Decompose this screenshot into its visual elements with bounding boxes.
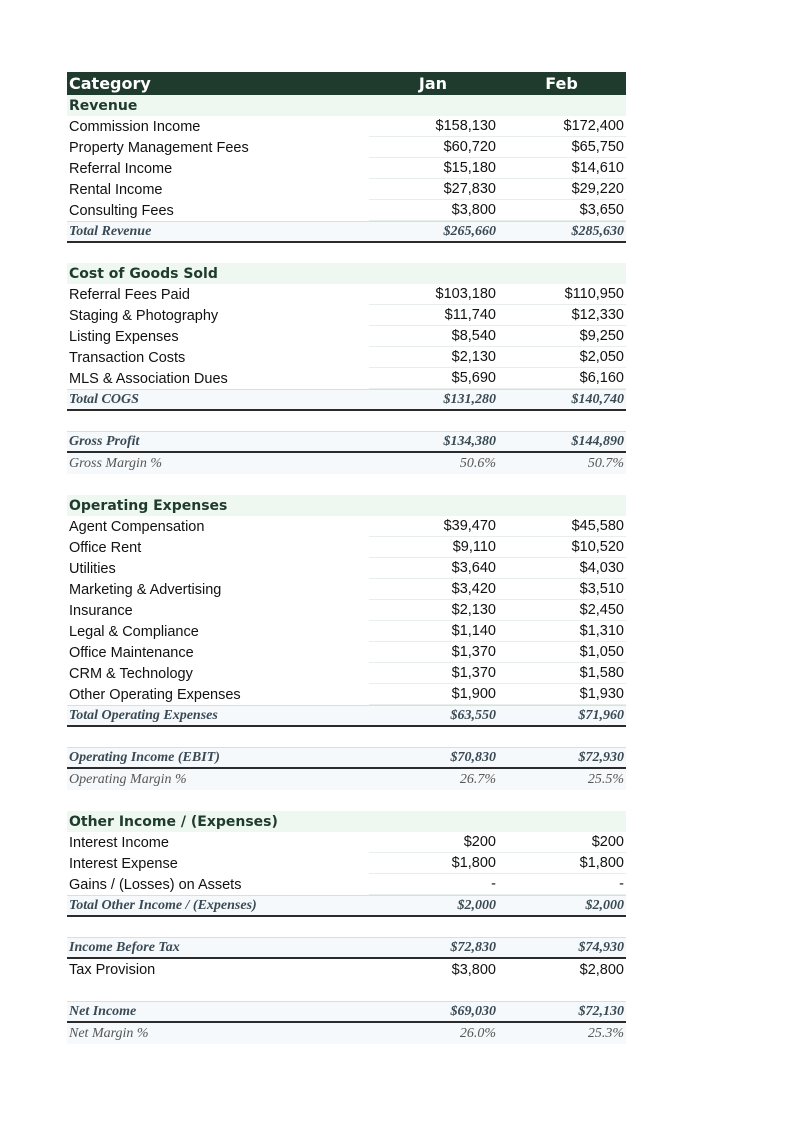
section-other-income <box>67 811 626 832</box>
feb-value: $1,800 <box>497 853 626 874</box>
feb-value: $65,750 <box>497 137 626 158</box>
table-row <box>67 179 626 200</box>
spacer <box>67 243 626 263</box>
feb-value: $140,740 <box>571 391 624 407</box>
jan-value: $15,180 <box>369 158 497 179</box>
feb-value: $2,450 <box>497 600 626 621</box>
section-title: Cost of Goods Sold <box>69 265 218 282</box>
jan-value: $70,830 <box>450 749 496 765</box>
spacer <box>67 917 626 937</box>
table-row <box>67 368 626 389</box>
row-label: Consulting Fees <box>69 202 174 219</box>
feb-value: $12,330 <box>497 305 626 326</box>
jan-value: $1,900 <box>369 684 497 705</box>
jan-value: $2,130 <box>369 600 497 621</box>
feb-value: $4,030 <box>497 558 626 579</box>
spacer <box>67 474 626 495</box>
table-row <box>67 284 626 305</box>
table-row <box>67 305 626 326</box>
tax-provision-row <box>67 959 626 980</box>
jan-value: $27,830 <box>369 179 497 200</box>
section-title: Other Income / (Expenses) <box>69 813 278 830</box>
jan-value: $158,130 <box>369 116 497 137</box>
feb-value: $72,930 <box>578 749 624 765</box>
table-row <box>67 663 626 684</box>
table-row <box>67 537 626 558</box>
operating-income-row <box>67 747 626 769</box>
table-row <box>67 874 626 895</box>
jan-value: $1,370 <box>369 663 497 684</box>
row-label: Commission Income <box>69 118 201 135</box>
feb-value: $6,160 <box>497 368 626 389</box>
jan-value: $2,000 <box>457 897 496 913</box>
feb-value: $200 <box>497 832 626 853</box>
feb-value: $2,050 <box>497 347 626 368</box>
row-label: CRM & Technology <box>69 665 193 682</box>
row-label: Net Margin % <box>69 1025 149 1041</box>
row-label: Rental Income <box>69 181 163 198</box>
section-opex <box>67 495 626 516</box>
row-label: Listing Expenses <box>69 328 179 345</box>
row-label: Office Rent <box>69 539 142 556</box>
feb-value: - <box>497 874 626 895</box>
income-statement-table <box>67 72 626 1044</box>
row-label: Utilities <box>69 560 116 577</box>
feb-value: $1,930 <box>497 684 626 705</box>
feb-value: $9,250 <box>497 326 626 347</box>
feb-value: $10,520 <box>497 537 626 558</box>
feb-value: $29,220 <box>497 179 626 200</box>
table-row <box>67 137 626 158</box>
jan-value: $3,640 <box>369 558 497 579</box>
header-feb: Feb <box>545 74 578 93</box>
jan-value: $200 <box>369 832 497 853</box>
total-other-row <box>67 895 626 917</box>
section-title: Revenue <box>69 97 138 114</box>
jan-value: $265,660 <box>443 223 496 239</box>
section-cogs <box>67 263 626 284</box>
table-row <box>67 516 626 537</box>
feb-value: 25.5% <box>587 771 624 787</box>
jan-value: $72,830 <box>450 939 496 955</box>
gross-profit-row <box>67 431 626 453</box>
total-revenue-row <box>67 221 626 243</box>
row-label: Income Before Tax <box>69 939 180 955</box>
row-label: Tax Provision <box>69 961 156 978</box>
feb-value: $3,650 <box>497 200 626 221</box>
row-label: Gross Profit <box>69 433 140 449</box>
feb-value: 25.3% <box>587 1025 624 1041</box>
spacer <box>67 727 626 747</box>
row-label: Operating Margin % <box>69 771 187 787</box>
jan-value: $3,800 <box>451 961 496 978</box>
row-label: Referral Fees Paid <box>69 286 190 303</box>
row-label: Marketing & Advertising <box>69 581 222 598</box>
row-label: Total Revenue <box>69 223 152 239</box>
feb-value: $1,310 <box>497 621 626 642</box>
income-before-tax-row <box>67 937 626 959</box>
table-row <box>67 200 626 221</box>
row-label: Interest Income <box>69 834 169 851</box>
jan-value: $60,720 <box>369 137 497 158</box>
jan-value: $1,800 <box>369 853 497 874</box>
feb-value: $144,890 <box>571 433 624 449</box>
feb-value: $1,050 <box>497 642 626 663</box>
feb-value: $2,000 <box>585 897 624 913</box>
row-label: MLS & Association Dues <box>69 370 228 387</box>
jan-value: $5,690 <box>369 368 497 389</box>
jan-value: $11,740 <box>369 305 497 326</box>
table-row <box>67 158 626 179</box>
operating-margin-row <box>67 769 626 790</box>
jan-value: - <box>369 874 497 895</box>
jan-value: $2,130 <box>369 347 497 368</box>
table-row <box>67 621 626 642</box>
jan-value: $134,380 <box>443 433 496 449</box>
spacer <box>67 411 626 431</box>
row-label: Legal & Compliance <box>69 623 199 640</box>
row-label: Staging & Photography <box>69 307 219 324</box>
jan-value: 50.6% <box>459 455 496 471</box>
jan-value: 26.7% <box>459 771 496 787</box>
row-label: Property Management Fees <box>69 139 249 156</box>
feb-value: $45,580 <box>497 516 626 537</box>
net-margin-row <box>67 1023 626 1044</box>
jan-value: $131,280 <box>443 391 496 407</box>
section-title: Operating Expenses <box>69 497 228 514</box>
row-label: Total Other Income / (Expenses) <box>69 897 257 913</box>
row-label: Other Operating Expenses <box>69 686 241 703</box>
jan-value: $1,140 <box>369 621 497 642</box>
row-label: Agent Compensation <box>69 518 205 535</box>
row-label: Total Operating Expenses <box>69 707 218 723</box>
header-jan: Jan <box>418 74 448 93</box>
table-row <box>67 326 626 347</box>
header-category: Category <box>69 74 151 93</box>
table-header <box>67 72 626 95</box>
feb-value: $2,800 <box>579 961 624 978</box>
row-label: Net Income <box>69 1003 137 1019</box>
feb-value: $1,580 <box>497 663 626 684</box>
row-label: Referral Income <box>69 160 173 177</box>
jan-value: $69,030 <box>450 1003 496 1019</box>
row-label: Transaction Costs <box>69 349 186 366</box>
jan-value: $39,470 <box>369 516 497 537</box>
gross-margin-row <box>67 453 626 474</box>
section-revenue <box>67 95 626 116</box>
table-row <box>67 684 626 705</box>
jan-value: $1,370 <box>369 642 497 663</box>
row-label: Interest Expense <box>69 855 178 872</box>
total-opex-row <box>67 705 626 727</box>
jan-value: 26.0% <box>459 1025 496 1041</box>
row-label: Total COGS <box>69 391 139 407</box>
spacer <box>67 980 626 1001</box>
row-label: Office Maintenance <box>69 644 194 661</box>
feb-value: $72,130 <box>578 1003 624 1019</box>
feb-value: $14,610 <box>497 158 626 179</box>
row-label: Gross Margin % <box>69 455 163 471</box>
feb-value: $110,950 <box>497 284 626 305</box>
feb-value: $172,400 <box>497 116 626 137</box>
jan-value: $9,110 <box>369 537 497 558</box>
table-row <box>67 579 626 600</box>
feb-value: 50.7% <box>587 455 624 471</box>
table-row <box>67 642 626 663</box>
table-row <box>67 832 626 853</box>
net-income-row <box>67 1001 626 1023</box>
jan-value: $3,420 <box>369 579 497 600</box>
feb-value: $285,630 <box>571 223 624 239</box>
table-row <box>67 347 626 368</box>
row-label: Insurance <box>69 602 133 619</box>
table-row <box>67 853 626 874</box>
table-row <box>67 116 626 137</box>
jan-value: $3,800 <box>369 200 497 221</box>
feb-value: $71,960 <box>578 707 624 723</box>
jan-value: $8,540 <box>369 326 497 347</box>
table-row <box>67 558 626 579</box>
spacer <box>67 790 626 811</box>
feb-value: $3,510 <box>497 579 626 600</box>
feb-value: $74,930 <box>578 939 624 955</box>
jan-value: $103,180 <box>369 284 497 305</box>
row-label: Gains / (Losses) on Assets <box>69 876 242 893</box>
table-row <box>67 600 626 621</box>
row-label: Operating Income (EBIT) <box>69 749 220 765</box>
jan-value: $63,550 <box>450 707 496 723</box>
total-cogs-row <box>67 389 626 411</box>
